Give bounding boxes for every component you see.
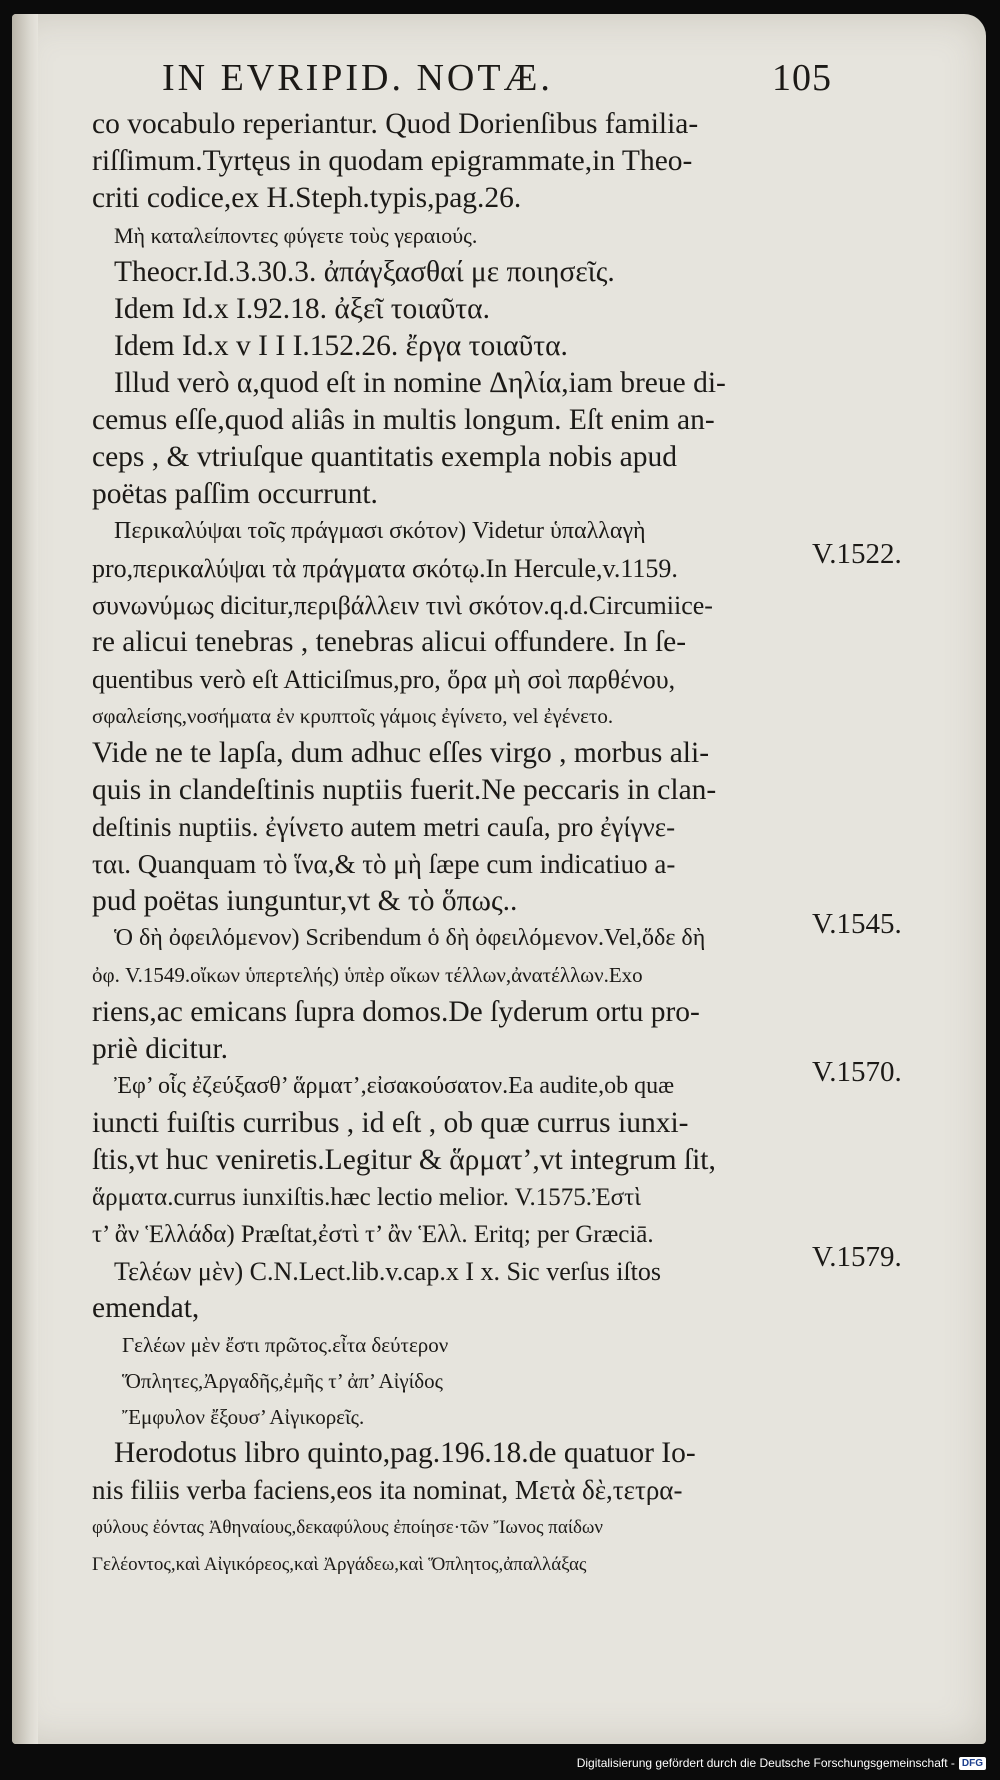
text-line: riens,ac emicans ſupra domos.De ſyderum ortu pro- bbox=[92, 996, 700, 1028]
text-line: συνωνύμως dicitur,περιβάλλειν τινὶ σκότον.q.d.Circumiice- bbox=[92, 591, 713, 620]
text-line: nis filiis verba faciens,eos ita nominat, Μετὰ δὲ,τετρα- bbox=[92, 1475, 683, 1505]
text-line: riſſimum.Tyrtęus in quodam epigrammate,in Theo- bbox=[92, 145, 693, 177]
text-line: ceps , & vtriuſque quantitatis exempla nobis apud bbox=[92, 441, 677, 473]
margin-note: V.1522. bbox=[812, 538, 902, 570]
text-line: Herodotus libro quinto,pag.196.18.de quatuor Io- bbox=[114, 1437, 696, 1469]
verse-line: Ἔμφυλον ἔξουσ’ Αἰγικορεῖς. bbox=[122, 1405, 365, 1429]
margin-note: V.1579. bbox=[812, 1241, 902, 1273]
citation-line: Idem Id.x v I I I.152.26. ἔργα τοιαῦτα. bbox=[114, 330, 568, 362]
running-title: IN EVRIPID. NOTÆ. bbox=[162, 57, 553, 99]
verse-line: Ὅπλητες,Ἀργαδῆς,ἐμῆς τ’ ἀπ’ Αἰγίδος bbox=[122, 1369, 443, 1393]
lemma-line: Ὁ δὴ ὀφειλόμενον) Scribendum ὁ δὴ ὀφειλόμενον.Vel,ὅδε δὴ bbox=[114, 925, 706, 951]
verse-line: Γελέων μὲν ἔστι πρῶτος.εἶτα δεύτερον bbox=[122, 1333, 449, 1357]
digitization-footer bbox=[577, 1754, 986, 1772]
text-line: cemus eſſe,quod aliâs in multis longum. Eſt enim an- bbox=[92, 404, 715, 436]
text-line: iuncti fuiſtis curribus , id eſt , ob quæ currus iunxi- bbox=[92, 1107, 689, 1139]
text-line: poëtas paſſim occurrunt. bbox=[92, 478, 378, 510]
dfg-logo: DFG bbox=[959, 1757, 986, 1770]
text-line: ſtis,vt huc veniretis.Legitur & ἅρματ’,vt integrum ſit, bbox=[92, 1144, 716, 1176]
text-line: re alicui tenebras , tenebras alicui offundere. In ſe- bbox=[92, 626, 687, 658]
margin-note: V.1570. bbox=[812, 1056, 902, 1088]
text-line: quentibus verò eſt Atticiſmus,pro, ὅρα μὴ σοὶ παρθένου, bbox=[92, 665, 676, 694]
running-header bbox=[92, 52, 932, 106]
footer-text: Digitalisierung gefördert durch die Deutsche Forschungsgemeinschaft - bbox=[576, 1756, 955, 1770]
text-line: emendat, bbox=[92, 1292, 200, 1324]
text-line: τ’ ἂν Ἑλλάδα) Præſtat,ἐστὶ τ’ ἂν Ἑλλ. Eritq; per Græciā. bbox=[92, 1221, 654, 1248]
text-line: pud poëtas iunguntur,vt & τὸ ὅπως.. bbox=[92, 885, 518, 917]
page-number: 105 bbox=[772, 57, 832, 99]
greek-quote-line: Μὴ καταλείποντες φύγετε τοὺς γεραιούς. bbox=[114, 223, 478, 248]
text-line: ται. Quanquam τὸ ἵνα,& τὸ μὴ ſæpe cum indicatiuo a- bbox=[92, 849, 676, 879]
text-line: deſtinis nuptiis. ἐγίνετο autem metri cauſa, pro ἐγίγνε- bbox=[92, 812, 676, 842]
text-line: Illud verò α,quod eſt in nomine Δηλία,iam breue di- bbox=[114, 367, 726, 399]
text-line: ἅρματα.currus iunxiſtis.hæc lectio melior. V.1575.Ἐστὶ bbox=[92, 1184, 641, 1211]
text-line: quis in clandeſtinis nuptiis fuerit.Ne peccaris in clan- bbox=[92, 774, 717, 806]
lemma-line: Τελέων μὲν) C.N.Lect.lib.v.cap.x I x. Sic verſus iſtos bbox=[114, 1257, 662, 1286]
text-line: σφαλείσης,νοσήματα ἐν κρυπτοῖς γάμοις ἐγίνετο, vel ἐγένετο. bbox=[92, 704, 614, 728]
margin-note: V.1545. bbox=[812, 908, 902, 940]
citation-line: Idem Id.x I.92.18. ἀξεῖ τοιαῦτα. bbox=[114, 293, 490, 325]
text-line: criti codice,ex H.Steph.typis,pag.26. bbox=[92, 182, 522, 214]
citation-line: Theocr.Id.3.30.3. ἀπάγξασθαί με ποιησεῖς. bbox=[114, 256, 615, 288]
text-line: priè dicitur. bbox=[92, 1033, 228, 1065]
lemma-line: Περικαλύψαι τοῖς πράγμασι σκότον) Videtur ὑπαλλαγὴ bbox=[114, 518, 646, 544]
lemma-line: Ἐφ’ οἷς ἐζεύξασθ’ ἅρματ’,εἰσακούσατον.Ea audite,ob quæ bbox=[114, 1073, 675, 1099]
book-page bbox=[12, 14, 986, 1744]
text-line: φύλους ἐόντας Ἀθηναίους,δεκαφύλους ἐποίησε·τῶν Ἴωνος παίδων bbox=[92, 1517, 603, 1538]
text-line: co vocabulo reperiantur. Quod Dorienſibus familia- bbox=[92, 108, 699, 140]
text-line: Γελέοντος,καὶ Αἰγικόρεος,καὶ Ἀργάδεω,καὶ Ὅπλητος,ἀπαλλάξας bbox=[92, 1554, 587, 1575]
page-text bbox=[92, 52, 932, 1583]
text-line: pro,περικαλύψαι τὰ πράγματα σκότῳ.In Hercule,v.1159. bbox=[92, 554, 678, 583]
text-line: ὀφ. V.1549.οἴκων ὑπερτελής) ὑπὲρ οἴκων τέλλων,ἀνατέλλων.Exo bbox=[92, 963, 643, 987]
text-line: Vide ne te lapſa, dum adhuc eſſes virgo , morbus ali- bbox=[92, 737, 710, 769]
page-gutter bbox=[12, 14, 38, 1744]
